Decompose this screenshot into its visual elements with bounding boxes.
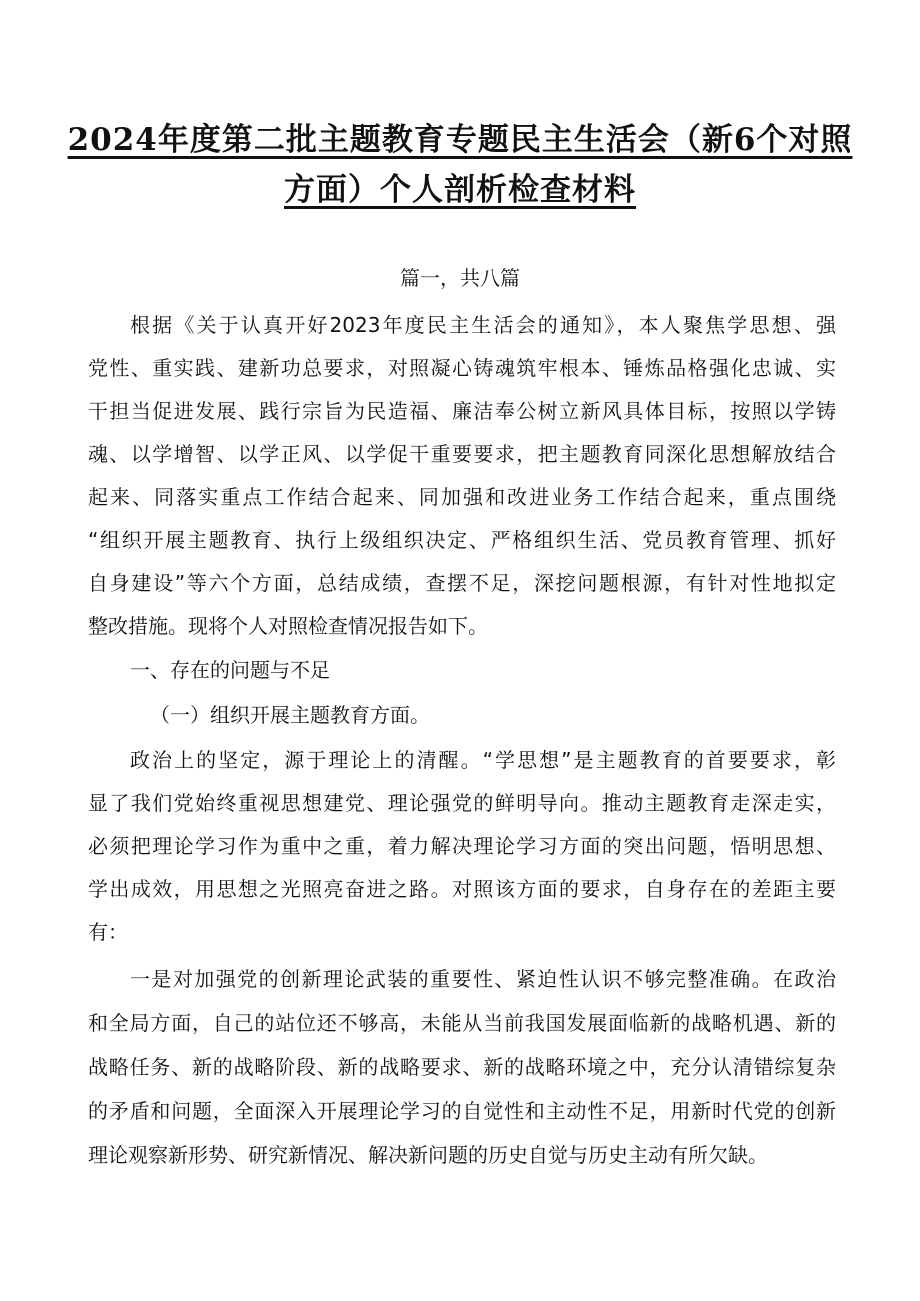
subheading: 篇一，共八篇	[400, 266, 520, 290]
para1-line: 自身建设”等六个方面，总结成绩，查摆不足，深挖问题根源，有针对性地拟定	[88, 571, 836, 595]
section-heading: 一、存在的问题与不足	[130, 658, 330, 682]
para3-line: 一是对加强党的创新理论武装的重要性、紧迫性认识不够完整准确。在政治	[130, 967, 836, 991]
para3-line: 理论观察新形势、研究新情况、解决新问题的历史自觉与历史主动有所欠缺。	[88, 1143, 768, 1167]
para2-line: 显了我们党始终重视思想建党、理论强党的鲜明导向。推动主题教育走深走实，	[88, 791, 836, 815]
para1-line: 魂、以学增智、以学正风、以学促干重要要求，把主题教育同深化思想解放结合	[88, 442, 836, 466]
document-title	[60, 115, 860, 215]
para3-line: 的矛盾和问题，全面深入开展理论学习的自觉性和主动性不足，用新时代党的创新	[88, 1099, 836, 1123]
para2-line: 必须把理论学习作为重中之重，着力解决理论学习方面的突出问题，悟明思想、	[88, 834, 836, 858]
subsection-heading: （一）组织开展主题教育方面。	[150, 703, 430, 727]
para1-line: 党性、重实践、建新功总要求，对照凝心铸魂筑牢根本、锤炼品格强化忠诚、实	[88, 356, 836, 380]
title-line-2: 方面）个人剖析检查材料	[284, 172, 636, 208]
para2-line: 有：	[88, 920, 128, 944]
para1-line: 干担当促进发展、践行宗旨为民造福、廉洁奉公树立新风具体目标，按照以学铸	[88, 399, 836, 423]
para1-line: 起来、同落实重点工作结合起来、同加强和改进业务工作结合起来，重点围绕	[88, 485, 836, 509]
para2-line: 学出成效，用思想之光照亮奋进之路。对照该方面的要求，自身存在的差距主要	[88, 877, 836, 901]
para3-line: 和全局方面，自己的站位还不够高，未能从当前我国发展面临新的战略机遇、新的	[88, 1011, 836, 1035]
para2-line: 政治上的坚定，源于理论上的清醒。“学思想”是主题教育的首要要求，彰	[130, 748, 836, 772]
title-line-1: 2024年度第二批主题教育专题民主生活会（新6个对照	[67, 122, 853, 158]
para1-line: “组织开展主题教育、执行上级组织决定、严格组织生活、党员教育管理、抓好	[88, 528, 836, 552]
para1-line: 根据《关于认真开好2023年度民主生活会的通知》，本人聚焦学思想、强	[130, 313, 836, 337]
para1-line: 整改措施。现将个人对照检查情况报告如下。	[88, 614, 488, 638]
para3-line: 战略任务、新的战略阶段、新的战略要求、新的战略环境之中，充分认清错综复杂	[88, 1055, 836, 1079]
